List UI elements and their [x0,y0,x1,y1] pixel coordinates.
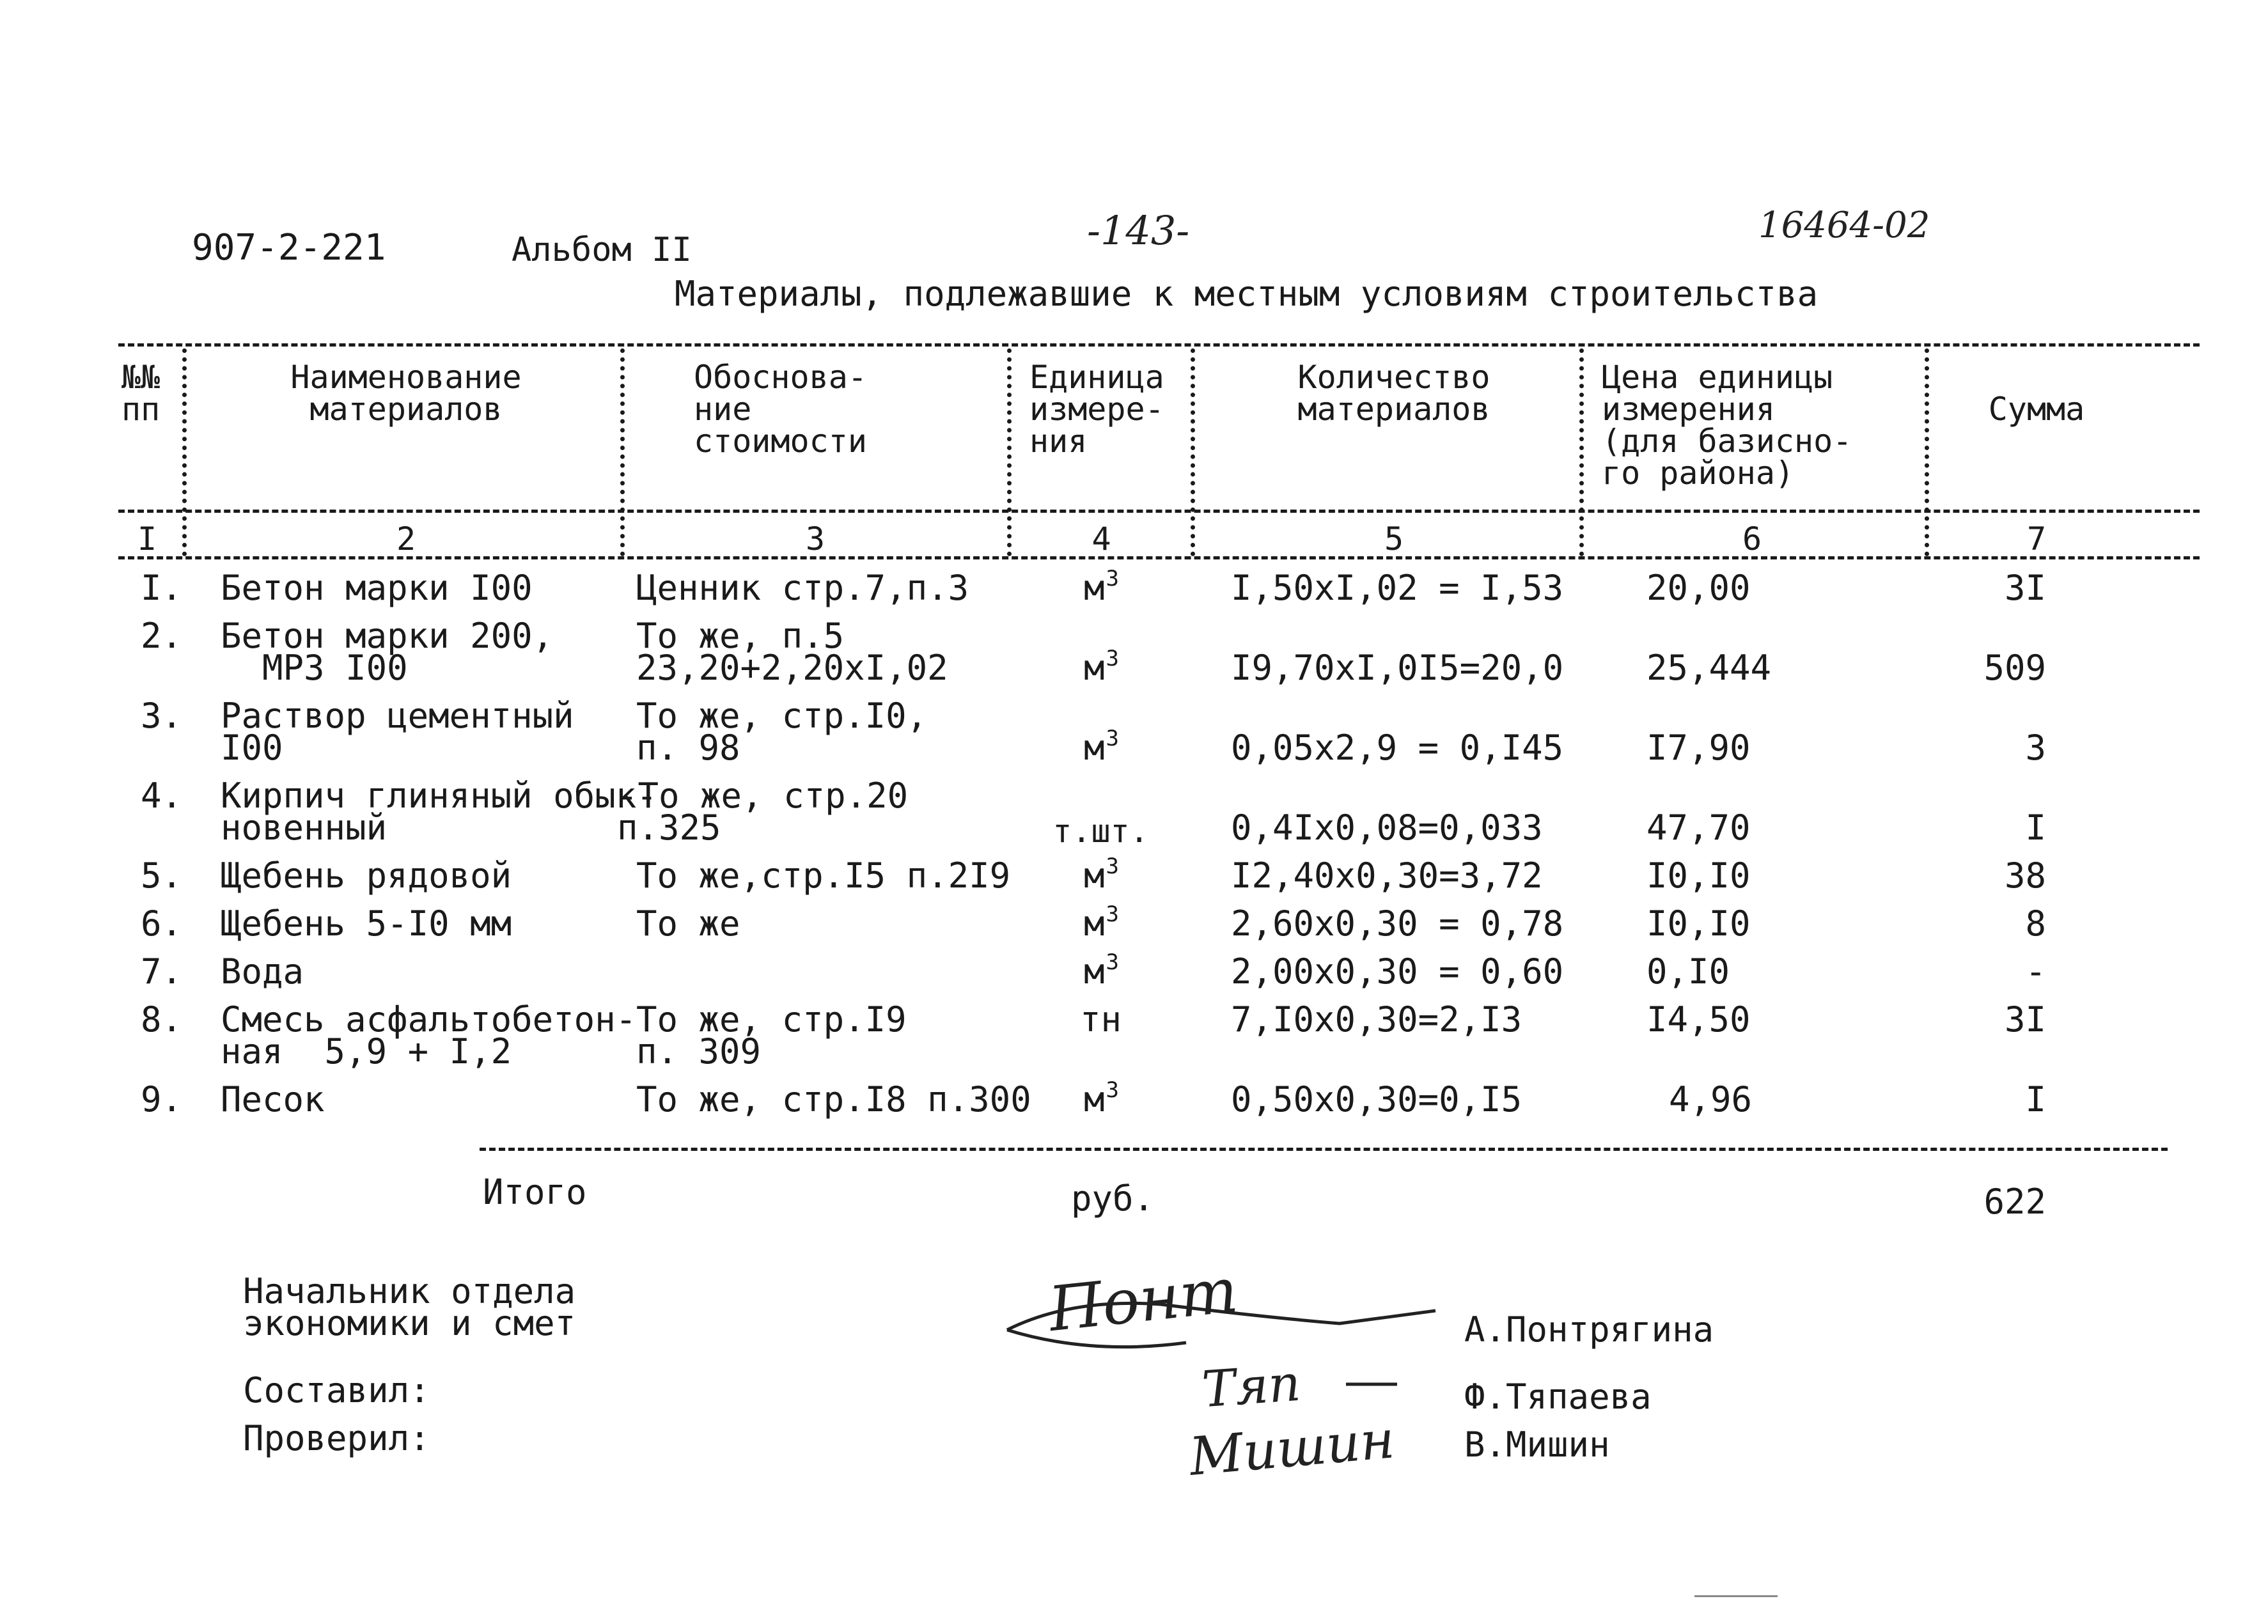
row-sum: 38 [2004,855,2046,896]
row-number: I. [140,568,182,608]
unit [1017,566,1186,609]
column-number-6: 6 [1742,520,1762,558]
album-label: Альбом II [512,231,692,269]
material-name: Щебень 5-I0 мм [221,903,512,944]
cost-basis: То же [636,903,740,944]
unit [1017,815,1186,851]
column-divider-6 [1925,348,1929,556]
signature-role-checked: Проверил: [243,1418,430,1458]
unit-superscript: 3 [1106,1077,1119,1103]
column-number-3: 3 [805,520,825,558]
quantity: 0,50x0,30=0,I5 [1231,1079,1522,1120]
unit-superscript: 3 [1106,726,1119,751]
signature-compiled-dash [1343,1375,1400,1394]
unit [1017,854,1186,896]
row-number: 2. [140,616,182,656]
row-sum: 509 [1983,648,2046,688]
cost-basis: -То же, стр.20 п.325 [617,776,909,848]
row-sum: - [2025,951,2046,992]
unit-superscript: 3 [1106,566,1119,591]
unit-superscript: 3 [1106,902,1119,927]
unit-text: т.шт. [1052,813,1149,850]
table-top-border [118,343,2200,347]
header-separator [118,510,2200,513]
column-header-sum: Сумма [1988,391,2085,428]
column-header-price: Цена единицы измерения (для базисно- го района) [1602,359,1852,492]
row-sum: 3I [2004,568,2046,608]
quantity: 0,05x2,9 = 0,I45 [1231,728,1564,768]
cost-basis: То же, стр.I0, п. 98 [636,696,928,768]
column-number-2: 2 [396,520,416,558]
column-divider-2 [620,348,625,556]
signature-checked: Мишин [1187,1409,1397,1488]
unit-price: 25,444 [1646,648,1772,688]
table-bottom-border [480,1148,2168,1151]
row-number: 3. [140,696,182,736]
cost-basis: То же,стр.I5 п.2I9 [636,855,1011,896]
column-numbers-separator [118,556,2200,559]
unit-price: 4,96 [1669,1079,1753,1120]
unit [1017,902,1186,944]
column-number-5: 5 [1384,520,1404,558]
unit-text: м [1084,855,1105,896]
signature-stroke [1007,1303,1435,1330]
signature-name-compiled: Ф.Тяпаева [1464,1377,1652,1417]
column-number-7: 7 [2026,520,2047,558]
unit-text: м [1084,951,1105,992]
unit-superscript: 3 [1106,949,1119,975]
quantity: I,50xI,02 = I,53 [1231,568,1564,608]
unit-superscript: 3 [1106,646,1119,671]
column-header-number: №№ пп [121,359,160,428]
row-sum: I [2025,1079,2046,1120]
document-number: 16464-02 [1758,205,1930,246]
quantity: 7,I0x0,30=2,I3 [1231,999,1522,1040]
unit-price: 47,70 [1646,808,1751,848]
cost-basis: То же, п.5 23,20+2,20xI,02 [636,616,948,688]
project-code: 907-2-221 [192,227,386,269]
column-header-unit: Единица измере- ния [1029,359,1164,460]
column-number-4: 4 [1091,520,1111,558]
row-number: 4. [140,776,182,816]
unit [1017,999,1186,1040]
unit-text: м [1084,903,1105,944]
unit-price: I4,50 [1646,999,1751,1040]
column-divider-4 [1191,348,1195,556]
unit-text: м [1084,1079,1105,1120]
material-name: Кирпич глиняный обык- новенный [221,776,657,848]
column-header-name: Наименование материалов [290,359,522,428]
signature-head: Понт [1045,1254,1241,1346]
unit-superscript: 3 [1106,854,1119,879]
row-sum: I [2025,808,2046,848]
quantity: 2,60x0,30 = 0,78 [1231,903,1564,944]
quantity: I9,70xI,0I5=20,0 [1231,648,1564,688]
column-divider-1 [182,348,187,556]
total-sum: 622 [1983,1182,2046,1222]
signature-stroke [1007,1330,1186,1347]
quantity: 2,00x0,30 = 0,60 [1231,951,1564,992]
material-name: Песок [221,1079,325,1120]
signature-compiled: Тяп [1200,1354,1302,1419]
row-number: 8. [140,999,182,1040]
unit-price: I0,I0 [1646,855,1751,896]
total-label: Итого [483,1172,587,1212]
column-header-quantity: Количество материалов [1297,359,1490,428]
unit-price: I0,I0 [1646,903,1751,944]
cost-basis: Ценник стр.7,п.3 [636,568,969,608]
row-sum: 8 [2025,903,2046,944]
signature-head-flourish [994,1272,1442,1362]
unit-text: тн [1079,999,1122,1040]
unit [1017,949,1186,992]
signature-name-checked: В.Мишин [1464,1425,1610,1465]
unit-text: м [1084,568,1105,608]
page-title: Материалы, подлежавшие к местным условиям строительства [675,274,1818,314]
material-name: Бетон марки I00 [221,568,533,608]
material-name: Бетон марки 200, МРЗ I00 [221,616,554,688]
unit [1017,726,1186,769]
unit [1017,1077,1186,1120]
material-name: Вода [221,951,304,992]
material-name: Щебень рядовой [221,855,512,896]
unit-price: 0,I0 [1646,951,1730,992]
row-sum: 3 [2025,728,2046,768]
column-divider-3 [1007,348,1012,556]
signature-name-head: А.Понтрягина [1464,1309,1714,1350]
row-sum: 3I [2004,999,2046,1040]
signature-role-head: Начальник отдела экономики и смет [243,1271,576,1343]
unit-price: I7,90 [1646,728,1751,768]
row-number: 9. [140,1079,182,1120]
column-divider-5 [1579,348,1584,556]
column-header-basis: Обоснова- ние стоимости [694,359,867,460]
unit-text: м [1084,728,1105,768]
page-number: -143- [1087,207,1190,254]
unit-price: 20,00 [1646,568,1751,608]
cost-basis: То же, стр.I9 п. 309 [636,999,907,1072]
unit-text: м [1084,648,1105,688]
column-number-1: I [137,520,157,558]
total-unit: руб. [1071,1178,1155,1219]
row-number: 7. [140,951,182,992]
cost-basis: То же, стр.I8 п.300 [636,1079,1031,1120]
row-number: 5. [140,855,182,896]
scan-mark [1694,1595,1778,1597]
row-number: 6. [140,903,182,944]
material-name: Смесь асфальтобетон- ная 5,9 + I,2 [221,999,637,1072]
quantity: I2,40x0,30=3,72 [1231,855,1543,896]
quantity: 0,4Ix0,08=0,033 [1231,808,1543,848]
unit [1017,646,1186,689]
material-name: Раствор цементный I00 [221,696,574,768]
signature-role-compiled: Составил: [243,1370,430,1410]
